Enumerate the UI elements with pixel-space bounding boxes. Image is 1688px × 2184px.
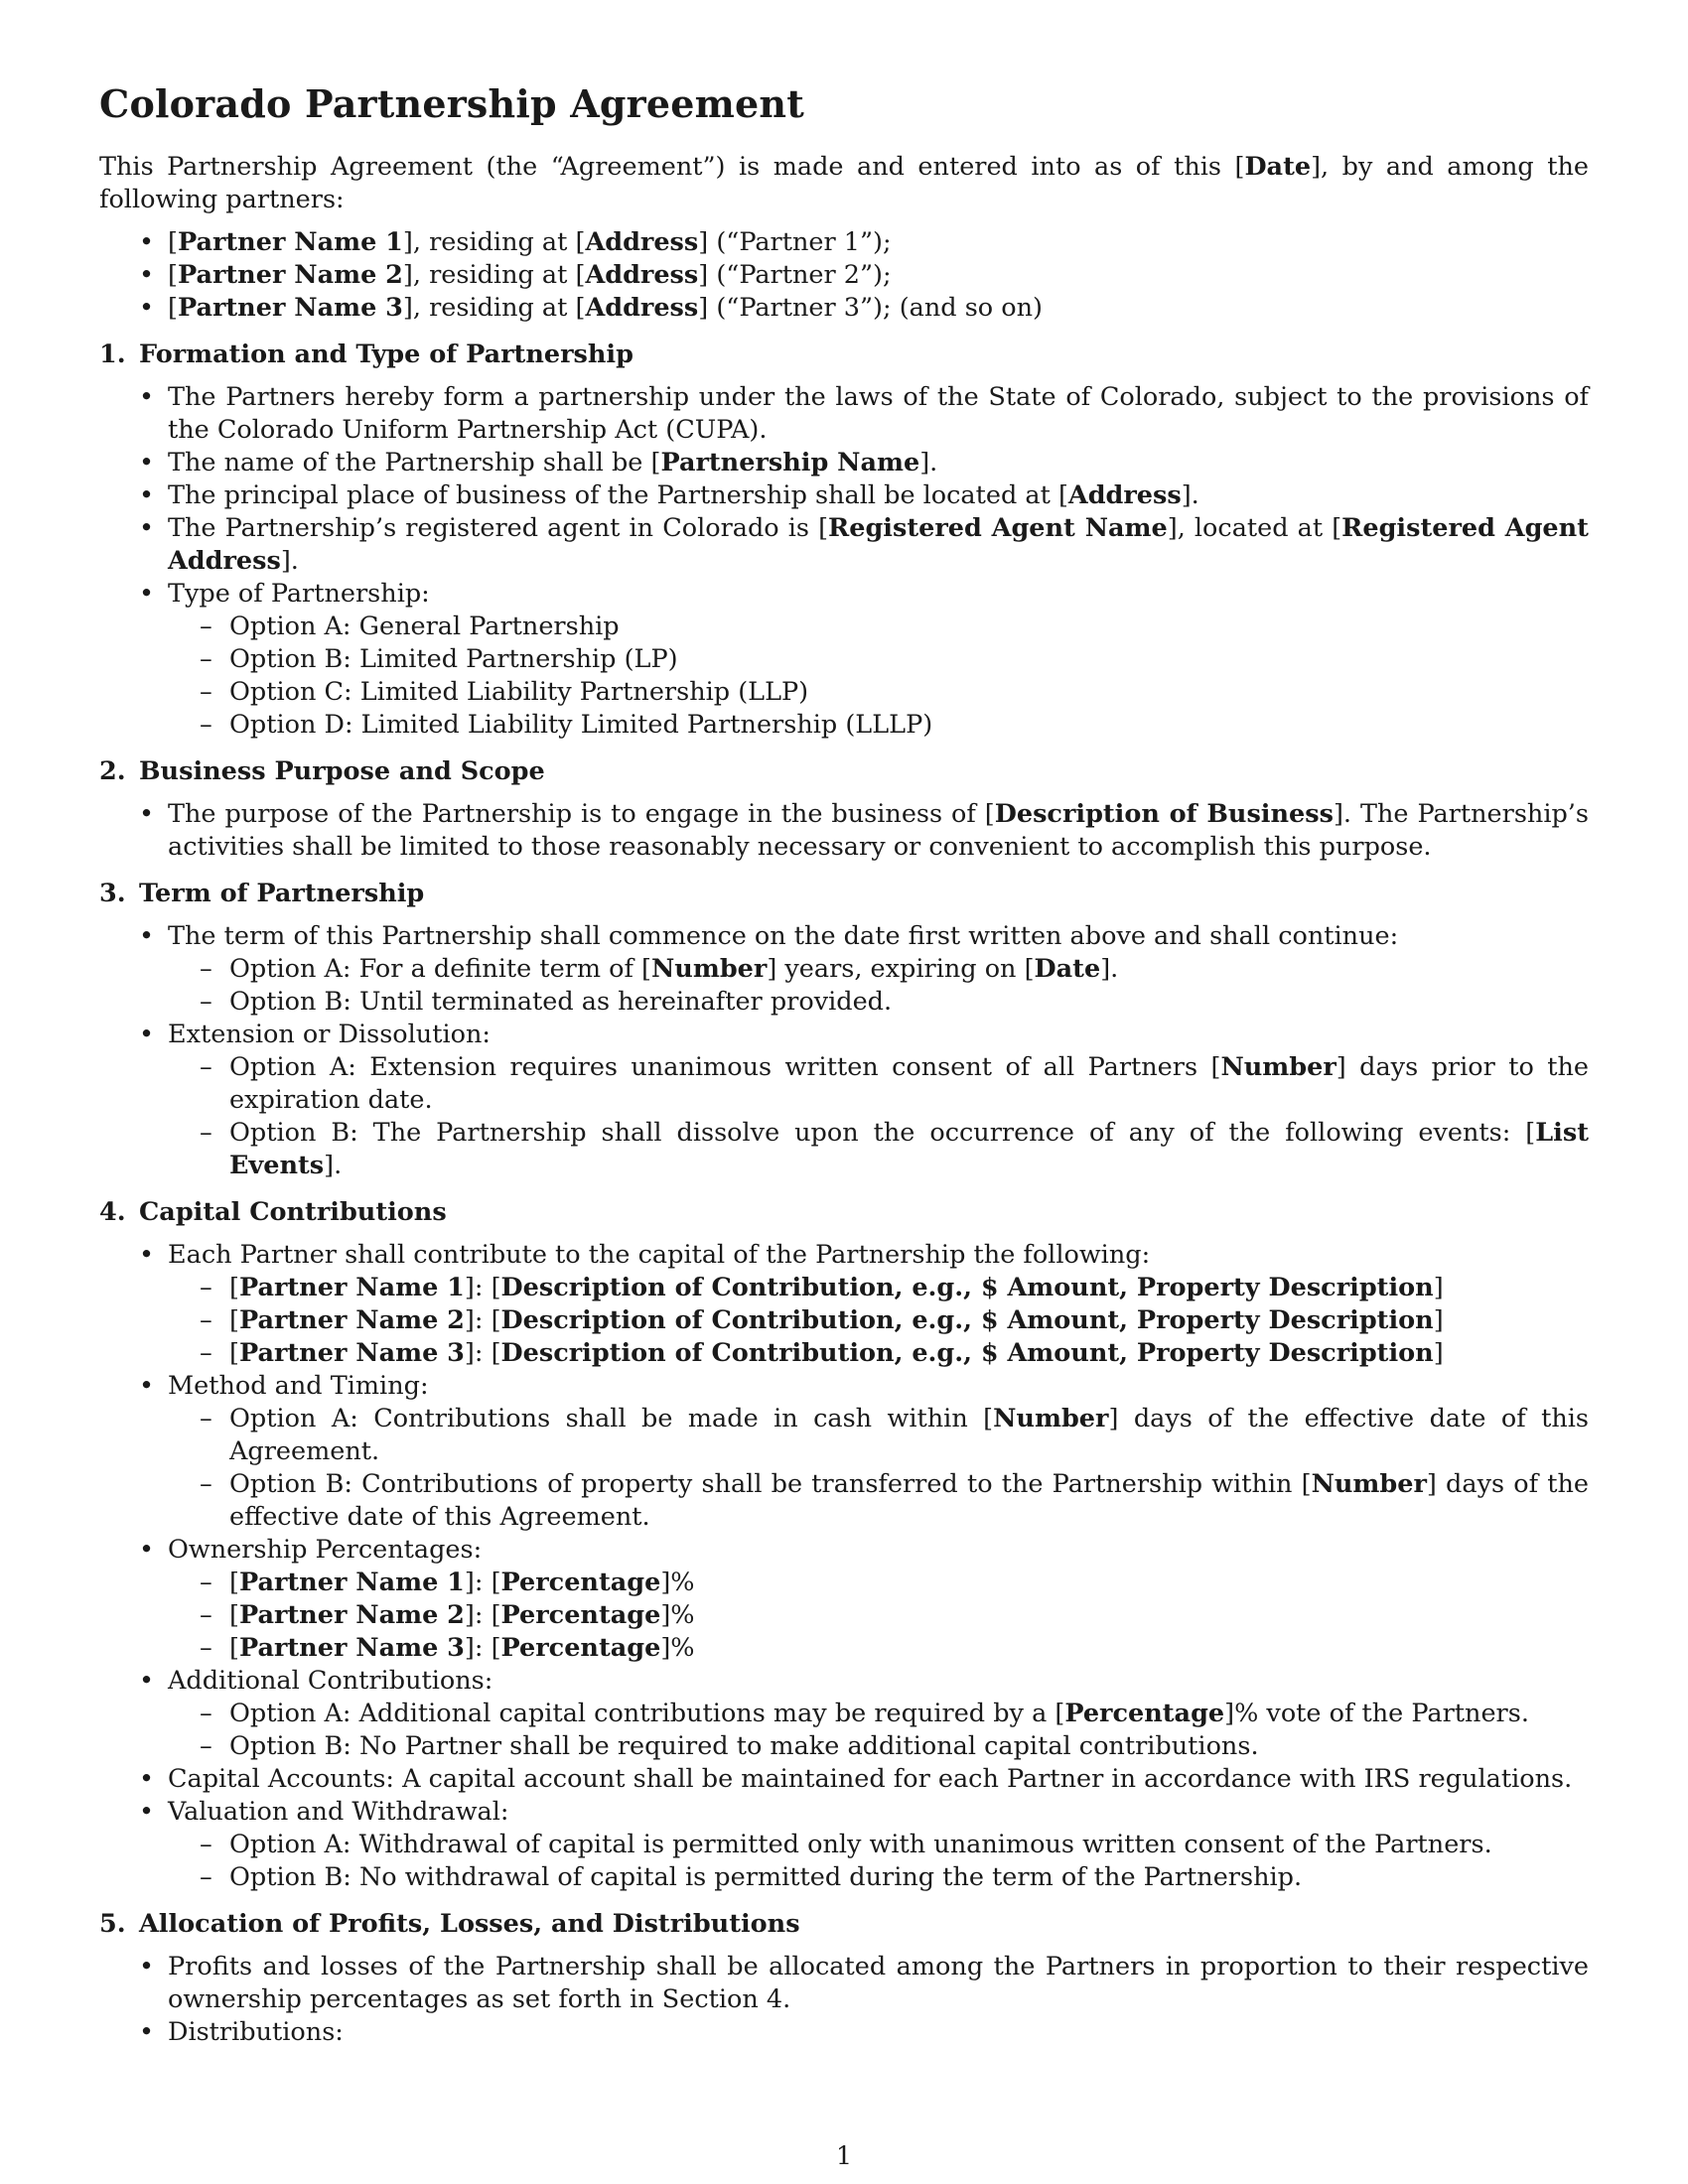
option-item: – Option A: Additional capital contributions may be required by a [Percentage]% vote of the Partners. [168, 1698, 1589, 1730]
option-item: – [Partner Name 2]: [Description of Contribution, e.g., $ Amount, Property Description] [168, 1304, 1589, 1337]
list-item: • The principal place of business of the Partnership shall be located at [Address]. [99, 479, 1589, 512]
section-1 [99, 339, 1589, 742]
option-item: – Option A: Withdrawal of capital is permitted only with unanimous written consent of the Partners. [168, 1829, 1589, 1861]
list-item: • Method and Timing: – Option A: Contributions shall be made in cash within [Number] days of the effective date of this Agreement. – Option B: Contributions of property shall be transferred to the Partnership within [Number] days of the effective date of this Agreement. [99, 1370, 1589, 1534]
section-heading: 4. Capital Contributions [99, 1197, 447, 1227]
section-3-list [99, 920, 1589, 1182]
option-item: – [Partner Name 3]: [Description of Contribution, e.g., $ Amount, Property Description] [168, 1337, 1589, 1370]
option-item: – Option A: Contributions shall be made in cash within [Number] days of the effective date of this Agreement. [168, 1403, 1589, 1468]
list-item: • The name of the Partnership shall be [Partnership Name]. [99, 447, 1589, 479]
extension-options [168, 1051, 1589, 1182]
option-item: – Option B: Contributions of property shall be transferred to the Partnership within [Number] days of the effective date of this Agreement. [168, 1468, 1589, 1534]
list-item: • Valuation and Withdrawal: – Option A: Withdrawal of capital is permitted only with unanimous written consent of the Partners. – Option B: No withdrawal of capital is permitted during the term of the Partnership. [99, 1796, 1589, 1894]
partner-item: • [Partner Name 1], residing at [Address] (“Partner 1”); [99, 226, 1589, 259]
section-1-list [99, 381, 1589, 742]
list-item: • Distributions: [99, 2016, 1589, 2049]
option-item: – Option B: The Partnership shall dissolve upon the occurrence of any of the following events: [List Events]. [168, 1117, 1589, 1182]
document-title: Colorado Partnership Agreement [99, 81, 804, 126]
list-item: • Profits and losses of the Partnership shall be allocated among the Partners in proportion to their respective ownership percentages as set forth in Section 4. [99, 1951, 1589, 2016]
partner-list [99, 226, 1589, 325]
partner-item: • [Partner Name 3], residing at [Address] (“Partner 3”); (and so on) [99, 292, 1589, 325]
option-item: – Option B: No Partner shall be required to make additional capital contributions. [168, 1730, 1589, 1763]
option-item: – Option C: Limited Liability Partnership (LLP) [168, 676, 1589, 709]
option-item: – [Partner Name 2]: [Percentage]% [168, 1599, 1589, 1632]
list-item: • Type of Partnership: – Option A: General Partnership – Option B: Limited Partnership (LP) – Option C: Limited Liability Partnership (LLP) – Option D: Limited Liability Limited Partnership (LLLP) [99, 578, 1589, 742]
list-item: • The Partnership’s registered agent in Colorado is [Registered Agent Name], located at [Registered Agent Address]. [99, 512, 1589, 578]
list-item: • Ownership Percentages: – [Partner Name 1]: [Percentage]% – [Partner Name 2]: [Percentage]% – [Partner Name 3]: [Percentage]% [99, 1534, 1589, 1665]
additional-options [168, 1698, 1589, 1763]
list-item: • The Partners hereby form a partnership under the laws of the State of Colorado, subject to the provisions of the Colorado Uniform Partnership Act (CUPA). [99, 381, 1589, 447]
option-item: – Option B: No withdrawal of capital is permitted during the term of the Partnership. [168, 1861, 1589, 1894]
section-2 [99, 755, 1589, 864]
option-item: – [Partner Name 1]: [Description of Contribution, e.g., $ Amount, Property Description] [168, 1272, 1589, 1304]
section-heading: 3. Term of Partnership [99, 879, 425, 908]
intro-paragraph: This Partnership Agreement (the “Agreement”) is made and entered into as of this [Date], by and among the following partners: [99, 152, 1589, 214]
section-4-list [99, 1239, 1589, 1894]
section-heading: 2. Business Purpose and Scope [99, 756, 545, 786]
option-item: – Option B: Limited Partnership (LP) [168, 643, 1589, 676]
document-body [99, 81, 1589, 2049]
option-item: – Option B: Until terminated as hereinafter provided. [168, 986, 1589, 1019]
option-item: – [Partner Name 3]: [Percentage]% [168, 1632, 1589, 1665]
list-item: • Each Partner shall contribute to the capital of the Partnership the following: – [Partner Name 1]: [Description of Contribution, e.g., $ Amount, Property Description] – [Partner Name 2]: [Description of Contribution, e.g., $ Amount, Property Description] – [Partner Name 3]: [Description of Contribution, e.g., $ Amount, Property Description] [99, 1239, 1589, 1370]
list-item: • The term of this Partnership shall commence on the date first written above and shall continue: – Option A: For a definite term of [Number] years, expiring on [Date]. – Option B: Until terminated as hereinafter provided. [99, 920, 1589, 1019]
list-item: • Additional Contributions: – Option A: Additional capital contributions may be required by a [Percentage]% vote of the Partners. – Option B: No Partner shall be required to make additional capital contributions. [99, 1665, 1589, 1763]
section-3 [99, 878, 1589, 1182]
page-number: 1 [835, 2141, 853, 2171]
ownership-list [168, 1567, 1589, 1665]
option-item: – [Partner Name 1]: [Percentage]% [168, 1567, 1589, 1599]
term-options [168, 953, 1589, 1019]
method-options [168, 1403, 1589, 1534]
contribution-list [168, 1272, 1589, 1370]
option-item: – Option D: Limited Liability Limited Partnership (LLLP) [168, 709, 1589, 742]
list-item: • Capital Accounts: A capital account shall be maintained for each Partner in accordance with IRS regulations. [99, 1763, 1589, 1796]
partnership-type-options [168, 611, 1589, 742]
section-5 [99, 1908, 1589, 2049]
section-2-list [99, 798, 1589, 864]
section-heading: 5. Allocation of Profits, Losses, and Distributions [99, 1909, 800, 1939]
list-item: • The purpose of the Partnership is to engage in the business of [Description of Business]. The Partnership’s activities shall be limited to those reasonably necessary or convenient to accomplish this purpose. [99, 798, 1589, 864]
partner-item: • [Partner Name 2], residing at [Address] (“Partner 2”); [99, 259, 1589, 292]
option-item: – Option A: For a definite term of [Number] years, expiring on [Date]. [168, 953, 1589, 986]
option-item: – Option A: General Partnership [168, 611, 1589, 643]
section-5-list [99, 1951, 1589, 2049]
list-item: • Extension or Dissolution: – Option A: Extension requires unanimous written consent of all Partners [Number] days prior to the expiration date. – Option B: The Partnership shall dissolve upon the occurrence of any of the following events: [List Events]. [99, 1019, 1589, 1182]
withdrawal-options [168, 1829, 1589, 1894]
section-4 [99, 1196, 1589, 1894]
option-item: – Option A: Extension requires unanimous written consent of all Partners [Number] days prior to the expiration date. [168, 1051, 1589, 1117]
section-heading: 1. Formation and Type of Partnership [99, 340, 633, 369]
